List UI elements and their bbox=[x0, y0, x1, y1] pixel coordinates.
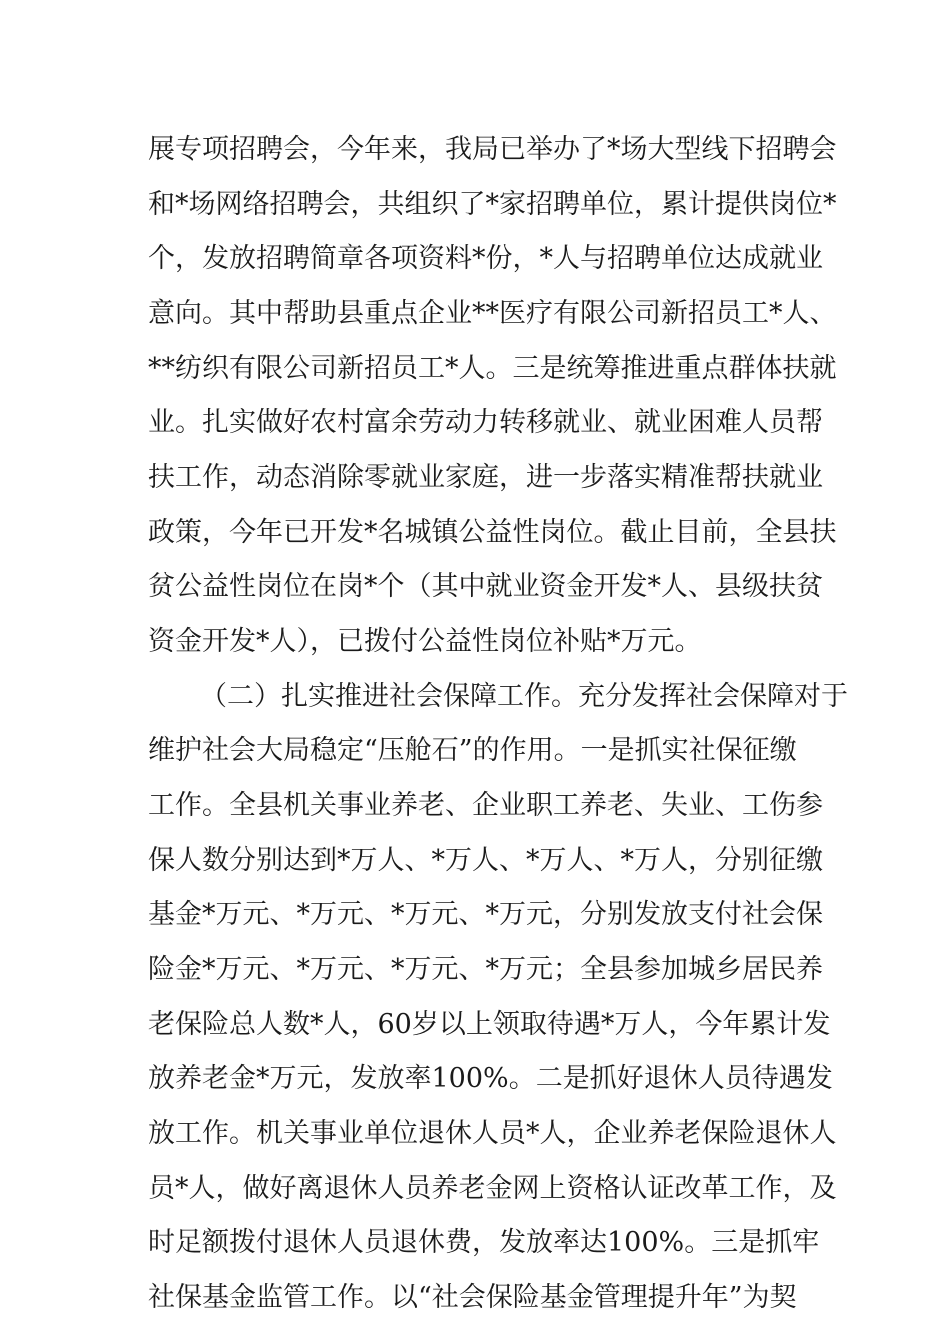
text-line: 维护社会大局稳定“压舱石”的作用。一是抓实社保征缴 bbox=[148, 735, 797, 766]
text-line: 业。扎实做好农村富余劳动力转移就业、就业困难人员帮 bbox=[148, 407, 823, 438]
text-line: 和*场网络招聘会，共组织了*家招聘单位，累计提供岗位* bbox=[148, 189, 837, 220]
text-line: **纺织有限公司新招员工*人。三是统筹推进重点群体扶就 bbox=[148, 353, 837, 384]
text-line: 资金开发*人），已拨付公益性岗位补贴*万元。 bbox=[148, 626, 702, 657]
text-line: 老保险总人数*人，60岁以上领取待遇*万人，今年累计发 bbox=[148, 1009, 831, 1040]
text-line: 保人数分别达到*万人、*万人、*万人、*万人，分别征缴 bbox=[148, 845, 823, 876]
text-line: 扶工作，动态消除零就业家庭，进一步落实精准帮扶就业 bbox=[148, 462, 823, 493]
text-line: 员*人，做好离退休人员养老金网上资格认证改革工作，及 bbox=[148, 1173, 837, 1204]
text-line: 个，发放招聘简章各项资料*份，*人与招聘单位达成就业 bbox=[148, 243, 823, 274]
text-line: 意向。其中帮助县重点企业**医疗有限公司新招员工*人、 bbox=[148, 298, 837, 329]
text-line: 展专项招聘会，今年来，我局已举办了*场大型线下招聘会 bbox=[148, 134, 837, 165]
text-line: 险金*万元、*万元、*万元、*万元；全县参加城乡居民养 bbox=[148, 954, 823, 985]
text-line: 放工作。机关事业单位退休人员*人，企业养老保险退休人 bbox=[148, 1118, 837, 1149]
text-line: 放养老金*万元，发放率100%。二是抓好退休人员待遇发 bbox=[148, 1063, 833, 1094]
text-line: 工作。全县机关事业养老、企业职工养老、失业、工伤参 bbox=[148, 790, 823, 821]
text-line: 基金*万元、*万元、*万元、*万元，分别发放支付社会保 bbox=[148, 899, 823, 930]
text-line: 社保基金监管工作。以“社会保险基金管理提升年”为契 bbox=[148, 1282, 797, 1313]
text-line: 时足额拨付退休人员退休费，发放率达100%。三是抓牢 bbox=[148, 1227, 820, 1258]
section-heading-line: （二）扎实推进社会保障工作。充分发挥社会保障对于 bbox=[200, 681, 848, 712]
text-line: 贫公益性岗位在岗*个（其中就业资金开发*人、县级扶贫 bbox=[148, 571, 823, 602]
text-line: 政策，今年已开发*名城镇公益性岗位。截止目前，全县扶 bbox=[148, 517, 837, 548]
